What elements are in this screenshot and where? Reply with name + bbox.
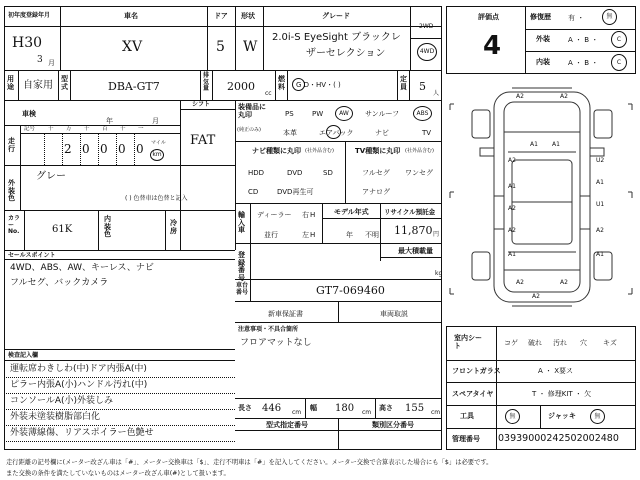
inspector-line: 外装薄線傷、リアスポイラー色艶せ bbox=[10, 428, 154, 438]
warranty-label: 新車保証書 bbox=[268, 310, 303, 318]
odo-header: 万 bbox=[66, 126, 72, 132]
seat-hole: 穴 bbox=[580, 339, 587, 347]
aircon-label: 冷房 bbox=[170, 219, 177, 235]
inspector-line: ピラー内張A(小)ハンドル汚れ(中) bbox=[10, 380, 148, 390]
damage-label: A2 bbox=[560, 93, 568, 100]
height-label: 高さ bbox=[379, 404, 393, 412]
seat-stain: 汚れ bbox=[553, 339, 567, 347]
import-parallel: 並行 bbox=[264, 231, 278, 239]
jack-none-circled: 無 bbox=[590, 409, 605, 424]
inspector-line: コンソールA(小)外装しみ bbox=[10, 396, 113, 406]
equip-ps: PS bbox=[285, 110, 294, 118]
import-right-h: H bbox=[310, 211, 316, 219]
model-year-unknown: 不明 bbox=[365, 231, 379, 239]
tools-none-circled: 無 bbox=[505, 409, 520, 424]
height-unit: cm bbox=[431, 409, 441, 416]
chassis-label: 車台番号 bbox=[236, 282, 249, 296]
tv-oneseg: ワンセグ bbox=[405, 169, 433, 177]
ext-opts: A ・ B ・ bbox=[568, 36, 599, 44]
sales-point-label: セールスポイント bbox=[8, 252, 56, 259]
control-value: 0393900024250200248​0 bbox=[498, 433, 619, 444]
equip-aw-circled: AW bbox=[335, 106, 353, 121]
cap-value: 5 bbox=[419, 80, 426, 93]
jack-label: ジャッキ bbox=[548, 412, 576, 420]
damage-label: A2 bbox=[508, 227, 516, 234]
damage-label: U1 bbox=[596, 201, 605, 208]
odo-header: 十 bbox=[48, 126, 54, 132]
cap-unit: 人 bbox=[433, 90, 440, 97]
damage-label: A2 bbox=[516, 279, 524, 286]
grade-label: グレード bbox=[322, 12, 350, 20]
repair-opts: 有 ・ bbox=[568, 14, 585, 22]
equip-label: 装備品に丸印 bbox=[238, 103, 266, 119]
tools-label: 工具 bbox=[460, 412, 474, 420]
odo-header: 十 bbox=[120, 126, 126, 132]
spare-value: T ・ 修理KIT ・ 欠 bbox=[532, 390, 592, 398]
odo-digit: 0 bbox=[136, 142, 144, 156]
navi-dvd-play: DVD再生可 bbox=[277, 188, 314, 196]
repair-none-circled: 無 bbox=[602, 9, 617, 25]
odo-header: 記号 bbox=[24, 126, 36, 132]
ext-label: 外装 bbox=[536, 35, 550, 43]
odo-digit: 0 bbox=[82, 142, 90, 156]
glass-label: フロントガラス bbox=[452, 367, 501, 375]
month-unit: 月 bbox=[48, 59, 55, 67]
manual-label: 車両取説 bbox=[380, 310, 408, 318]
damage-label: A2 bbox=[532, 293, 540, 300]
max-load-label: 最大積載量 bbox=[398, 247, 433, 255]
cap-label: 定員 bbox=[400, 75, 407, 91]
sales-line-2: フルセグ、バックカメラ bbox=[10, 278, 109, 288]
glass-value: A ・ X要ス bbox=[538, 367, 574, 375]
damage-label: A1 bbox=[596, 179, 604, 186]
damage-label: A1 bbox=[508, 251, 516, 258]
int-grade-circled: C bbox=[611, 54, 627, 71]
class-no-label: 類別区分番号 bbox=[372, 421, 414, 429]
reg-no-label: 登録番号 bbox=[238, 251, 245, 283]
odo-digit: 0 bbox=[100, 142, 108, 156]
odo-digit: 0 bbox=[118, 142, 126, 156]
equip-abs-circled: ABS bbox=[413, 106, 432, 121]
seat-tear: 破れ bbox=[528, 339, 542, 347]
tv-fullseg: フルセグ bbox=[362, 169, 390, 177]
odo-header: 百 bbox=[102, 126, 108, 132]
score-value: 4 bbox=[483, 31, 502, 61]
damage-label: A2 bbox=[560, 279, 568, 286]
recycle-label: リサイクル預託金 bbox=[384, 208, 436, 216]
control-label: 管理番号 bbox=[452, 435, 480, 443]
color-value: グレー bbox=[36, 171, 66, 182]
length-unit: cm bbox=[292, 409, 302, 416]
caution-value: フロアマットなし bbox=[240, 338, 312, 348]
shift-value: FAT bbox=[190, 133, 216, 148]
navi-dvd: DVD bbox=[287, 169, 303, 177]
width-value: 180 bbox=[335, 403, 355, 414]
height-value: 155 bbox=[405, 403, 425, 414]
fuel-value: G D・HV・( ) bbox=[296, 81, 341, 89]
tv-label: TV種類に丸印 bbox=[355, 147, 401, 155]
fuel-gas-circle bbox=[292, 78, 305, 91]
tv-sub: (社外品含む) bbox=[405, 148, 434, 154]
interior-color-label: 内装色 bbox=[104, 215, 111, 239]
score-label: 評価点 bbox=[478, 13, 499, 21]
disp-unit: cc bbox=[265, 90, 272, 97]
width-label: 幅 bbox=[310, 404, 317, 412]
equip-tv: TV bbox=[422, 129, 432, 137]
color-no-value: 61K bbox=[52, 224, 73, 235]
inspector-label: 検査記入欄 bbox=[8, 352, 39, 359]
equip-sunroof: サンルーフ bbox=[365, 110, 400, 118]
equip-pw: PW bbox=[312, 110, 324, 118]
drive-4wd-circled: 4WD bbox=[417, 43, 437, 61]
reg-month: 3 bbox=[37, 55, 43, 65]
model-value: DBA-GT7 bbox=[108, 80, 160, 93]
caution-label: 注意事項・不具合箇所 bbox=[238, 326, 299, 333]
equip-airbag: エアバック bbox=[319, 129, 354, 137]
seat-label: 室内シート bbox=[454, 334, 482, 350]
inspection-month: 月 bbox=[152, 117, 159, 125]
damage-label: A2 bbox=[516, 93, 524, 100]
odo-header: 一 bbox=[138, 126, 144, 132]
grade-value-1: 2.0i-S EyeSight ブラックレ bbox=[272, 32, 401, 43]
airbag-circle bbox=[326, 125, 341, 139]
damage-label: A1 bbox=[552, 141, 560, 148]
footer-line-2: また交換の条件を満たしていないものはメーター改ざん車(#)として扱います。 bbox=[6, 470, 230, 477]
mile-unit: マイル bbox=[151, 140, 166, 146]
spare-label: スペアタイヤ bbox=[452, 390, 494, 398]
import-label: 輸入車 bbox=[238, 211, 245, 235]
damage-label: A2 bbox=[508, 205, 516, 212]
damage-label: A1 bbox=[596, 251, 604, 258]
inspector-line: 運転席わきしわ(中)ドア内張A(中) bbox=[10, 364, 147, 374]
repair-history-label: 修復歴 bbox=[530, 13, 551, 21]
car-damage-diagram bbox=[446, 84, 636, 324]
sales-line-1: 4WD、ABS、AW、キーレス、ナビ bbox=[10, 263, 154, 273]
odo-digit: 2 bbox=[64, 142, 72, 156]
damage-label: A2 bbox=[596, 227, 604, 234]
footer-line-1: 走行距離の記号欄に(メーター改ざん車は「#」、メーター交換車は「$」、走行不明車は「#」を記入してください。メーター交換で合算表示した場合にも「$」は必要です。 bbox=[6, 459, 493, 466]
max-load-unit: kg bbox=[435, 270, 443, 277]
navi-cd: CD bbox=[248, 188, 259, 196]
int-opts: A ・ B ・ bbox=[568, 59, 599, 67]
int-label: 内装 bbox=[536, 58, 550, 66]
damage-label: A1 bbox=[508, 183, 516, 190]
navi-sd: SD bbox=[323, 169, 333, 177]
length-label: 長さ bbox=[238, 404, 252, 412]
damage-label: A2 bbox=[508, 157, 516, 164]
reg-label: 初年度登録年月 bbox=[8, 12, 51, 19]
navi-sub: (社外品含む) bbox=[305, 148, 334, 154]
type-no-label: 型式指定番号 bbox=[266, 421, 308, 429]
import-dealer: ディーラー bbox=[257, 211, 292, 219]
use-value: 自家用 bbox=[23, 80, 53, 91]
equip-sub: (純正のみ) bbox=[237, 127, 261, 133]
model-year-label: モデル年式 bbox=[334, 208, 369, 216]
width-unit: cm bbox=[362, 409, 372, 416]
shift-label: シフト bbox=[192, 101, 211, 108]
door-label: ドア bbox=[214, 12, 228, 20]
inspector-line: 外装未塗装樹脂部白化 bbox=[10, 412, 101, 422]
chassis-value: GT7-069460 bbox=[316, 284, 385, 297]
fuel-label: 燃料 bbox=[278, 75, 285, 91]
km-unit-circled: km bbox=[150, 149, 164, 161]
damage-label: A1 bbox=[530, 141, 538, 148]
seat-scratch: キズ bbox=[603, 339, 617, 347]
navi-label: ナビ種類に丸印 bbox=[252, 147, 301, 155]
damage-label: U2 bbox=[596, 157, 605, 164]
drive-2wd: 2WD bbox=[419, 23, 434, 30]
inspection-label: 車検 bbox=[22, 110, 36, 118]
use-label: 用途 bbox=[7, 75, 14, 91]
grade-value-2: ザーセレクション bbox=[306, 48, 386, 59]
shape-label: 形状 bbox=[241, 12, 255, 20]
ext-grade-circled: C bbox=[611, 31, 627, 48]
disp-label: 排気量 bbox=[203, 72, 210, 93]
inspection-year: 年 bbox=[106, 117, 113, 125]
color-no-label: カラーNo. bbox=[8, 215, 21, 236]
import-right: 右 bbox=[302, 211, 309, 219]
import-left-h: H bbox=[310, 231, 316, 239]
equip-navi: ナビ bbox=[375, 129, 389, 137]
odo-header: 千 bbox=[84, 126, 90, 132]
color-note: ( ) 色替車は色替と記入 bbox=[125, 195, 188, 202]
mileage-label: 走行 bbox=[8, 137, 15, 153]
seat-burn: コゲ bbox=[504, 339, 518, 347]
name-value: XV bbox=[122, 39, 143, 55]
reg-value: H30 bbox=[12, 35, 43, 51]
color-label: 外装色 bbox=[8, 179, 15, 203]
navi-hdd: HDD bbox=[248, 169, 265, 177]
equip-leather: 本革 bbox=[283, 129, 297, 137]
recycle-unit: 円 bbox=[433, 231, 440, 238]
length-value: 446 bbox=[262, 403, 282, 414]
disp-value: 2000 bbox=[227, 80, 255, 93]
recycle-value: 11,870 bbox=[394, 224, 433, 237]
door-value: 5 bbox=[216, 39, 225, 55]
shape-value: W bbox=[243, 39, 258, 55]
tv-analog: アナログ bbox=[362, 188, 390, 196]
model-year-year: 年 bbox=[346, 231, 353, 239]
import-left: 左 bbox=[302, 231, 309, 239]
model-label: 型式 bbox=[61, 75, 68, 91]
name-label: 車名 bbox=[124, 12, 138, 20]
